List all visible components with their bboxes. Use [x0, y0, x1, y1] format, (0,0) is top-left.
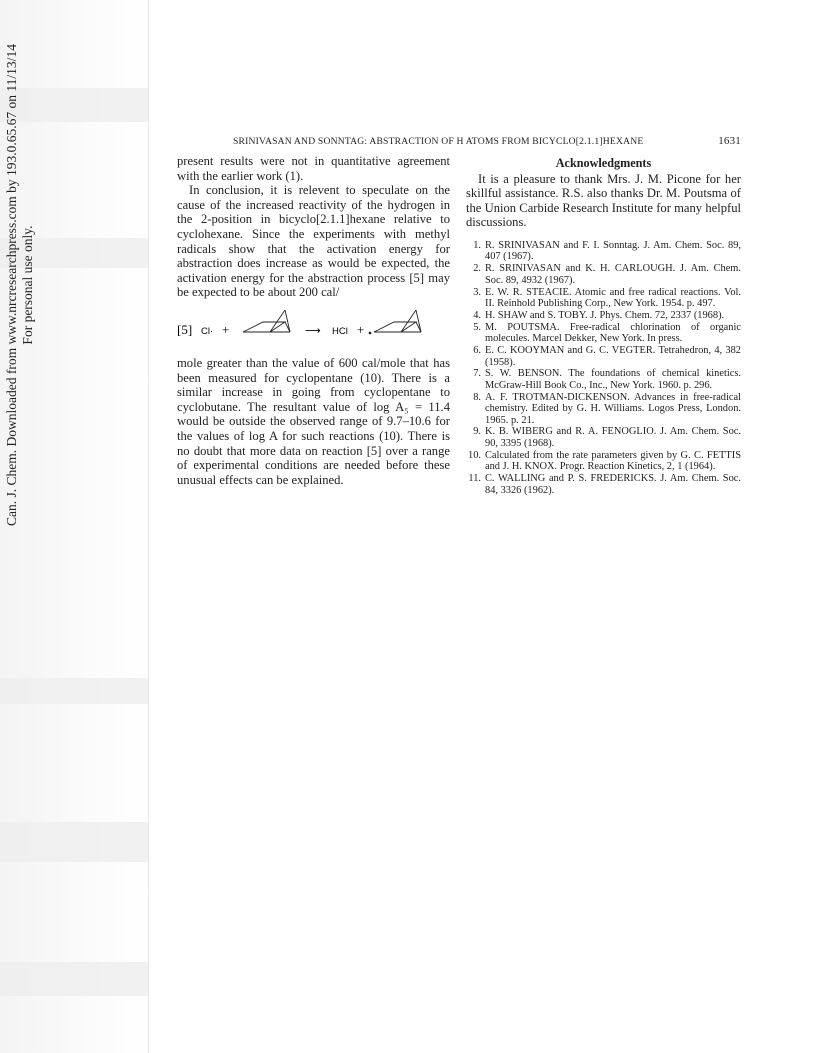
- paragraph: present results were not in quantitative agreement with the earlier work (1).: [177, 154, 450, 183]
- acknowledgments-heading: Acknowledgments: [555, 156, 652, 170]
- reference-item: 5. M. POUTSMA. Free-radical chlorination of organic molecules. Marcel Dekker, New York. In press.: [473, 321, 741, 345]
- left-column: [177, 154, 450, 487]
- page-number: 1631: [718, 135, 741, 147]
- reaction-label: [5]: [177, 321, 193, 337]
- reaction-arrow: ⟶: [305, 323, 321, 337]
- running-head: [233, 136, 741, 147]
- reactant-label: Cl·: [201, 325, 214, 337]
- paragraph: mole greater than the value of 600 cal/mole that has been measured for cyclopentane (10). There is a similar increase in going from cyclopentane to cyclobutane. The resultant value of log A₅ = 11.4 would be outside the observed range of 9.7–10.6 for the values of log A for such reactions (10). There is no doubt that more data on reaction [5] over a range of experimental conditions are needed before these unusual effects can be explained.: [177, 355, 450, 487]
- reference-item: 7. S. W. BENSON. The foundations of chemical kinetics. McGraw-Hill Book Co., Inc., New York. 1960. p. 296.: [473, 368, 741, 391]
- paragraph: In conclusion, it is relevent to speculate on the cause of the increased reactivity of the hydrogen in the 2-position in bicyclo[2.1.1]hexane relative to cyclohexane. Since the experiments with methyl radicals show that the activation energy for abstraction does increase as would be expected, the activation energy for the abstraction process [5] may be expected to be about 200 cal/: [177, 183, 450, 300]
- reference-item: 1. R. SRINIVASAN and F. I. Sonntag. J. Am. Chem. Soc. 89, 407 (1967).: [473, 239, 741, 263]
- product-label: HCl: [332, 325, 348, 337]
- bicyclohexyl-radical-structure: [369, 310, 421, 334]
- plus-sign: +: [357, 321, 365, 337]
- reference-item: 9. K. B. WIBERG and R. A. FENOGLIO. J. Am. Chem. Soc. 90, 3395 (1968).: [473, 426, 741, 449]
- reaction-equation: [177, 300, 450, 356]
- reaction-diagram: [177, 300, 450, 356]
- reference-item: 11. C. WALLING and P. S. FREDERICKS. J. Am. Chem. Soc. 84, 3326 (1962).: [468, 473, 741, 496]
- running-title: SRINIVASAN AND SONNTAG: ABSTRACTION OF H ATOMS FROM BICYCLO[2.1.1]HEXANE: [233, 136, 644, 147]
- reference-item: 2. R. SRINIVASAN and K. H. CARLOUGH. J. Am. Chem. Soc. 89, 4932 (1967).: [473, 263, 741, 286]
- right-column: [466, 154, 741, 496]
- acknowledgments-text: It is a pleasure to thank Mrs. J. M. Picone for her skillful assistance. R.S. also thanks Dr. M. Poutsma of the Union Carbide Research Institute for many helpful discussions.: [466, 171, 741, 230]
- reference-item: 3. E. W. R. STEACIE. Atomic and free radical reactions. Vol. II. Reinhold Publishing Corp., New York. 1954. p. 497.: [473, 286, 741, 309]
- reference-item: 8. A. F. TROTMAN-DICKENSON. Advances in free-radical chemistry. Edited by G. H. Williams. Logos Press, London. 1965. p. 21.: [473, 391, 741, 426]
- watermark-line-1: Can. J. Chem. Downloaded from www.nrcresearchpress.com by 193.0.65.67 on 11/13/14: [4, 44, 19, 526]
- reference-list: [466, 240, 741, 496]
- download-watermark: [4, 20, 44, 1020]
- reference-item: 10. Calculated from the rate parameters given by G. C. FETTIS and J. H. KNOX. Progr. Reaction Kinetics, 2, 1 (1964).: [468, 449, 741, 473]
- scan-edge-line: [148, 0, 149, 1053]
- reference-item: 4. H. SHAW and S. TOBY. J. Phys. Chem. 72, 2337 (1968).: [473, 309, 725, 321]
- bicyclohexane-structure: [243, 310, 290, 332]
- watermark-line-2: For personal use only.: [20, 225, 35, 345]
- reference-item: 6. E. C. KOOYMAN and G. C. VEGTER. Tetrahedron, 4, 382 (1958).: [473, 345, 741, 368]
- plus-sign: +: [222, 321, 230, 337]
